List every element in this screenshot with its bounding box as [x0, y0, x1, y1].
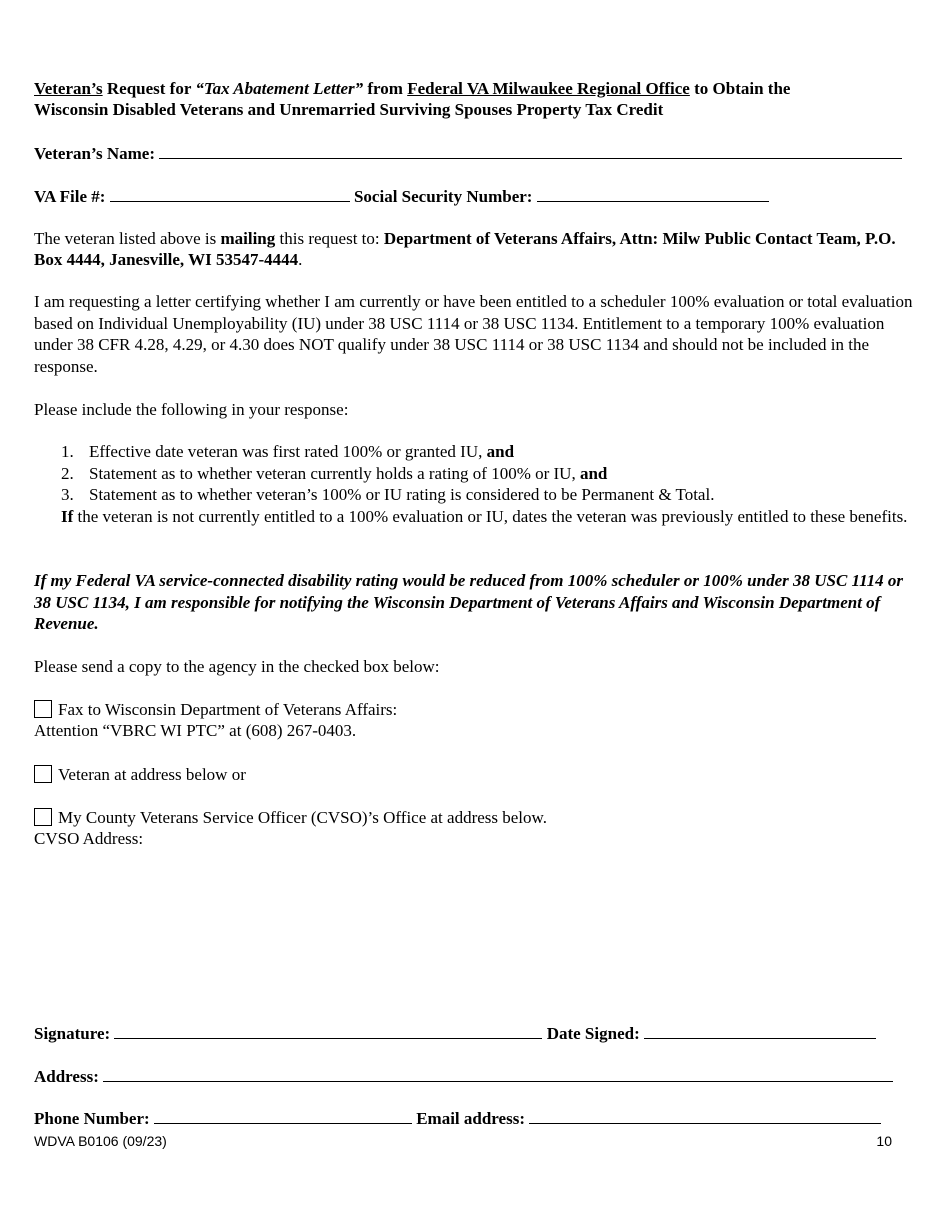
- va-file-row: [34, 185, 916, 207]
- title-line2: Wisconsin Disabled Veterans and Unremarried Surviving Spouses Property Tax Credit: [34, 100, 664, 119]
- veteran-name-field[interactable]: [159, 142, 902, 159]
- title-veterans: Veteran’s: [34, 79, 103, 98]
- signature-row: [34, 1022, 916, 1044]
- cvso-label: My County Veterans Service Officer (CVSO)’s Office at address below.: [58, 808, 547, 827]
- list-number: 3.: [61, 485, 74, 504]
- veteran-label: Veteran at address below or: [58, 765, 246, 784]
- if-bold: If: [61, 506, 74, 526]
- fax-attention: Attention “VBRC WI PTC” at (608) 267-0403.: [34, 721, 357, 740]
- mailing-text-2: this request to:: [275, 229, 384, 248]
- ssn-field[interactable]: [537, 185, 769, 202]
- fax-label: Fax to Wisconsin Department of Veterans Affairs:: [58, 700, 398, 719]
- address-row: [34, 1065, 916, 1087]
- request-paragraph: I am requesting a letter certifying whether I am currently or have been entitled to a scheduler 100% evaluation or total evaluation based on Individual Unemployability (IU) under 38 USC 1114 or 38 USC 1134. Entitlement to a temporary 100% evaluation under 38 CFR 4.28, 4.29, or 4.30 does NOT qualify under 38 USC 1114 or 38 USC 1134 and should not be included in the response.: [34, 292, 913, 376]
- list-item: [61, 441, 916, 463]
- list-bold: and: [579, 463, 608, 483]
- list-bold: and: [486, 442, 515, 461]
- responsibility-statement: If my Federal VA service-connected disability rating would be reduced from 100% scheduler or 100% under 38 USC 1114 or 38 USC 1134, I am responsible for notifying the Wisconsin Department of Veterans Affairs and Wisconsin Department of Revenue.: [34, 571, 904, 633]
- phone-email-row: [34, 1107, 916, 1129]
- list-number: 1.: [61, 442, 74, 461]
- phone-label: Phone Number:: [34, 1109, 150, 1128]
- veteran-checkbox[interactable]: [34, 765, 52, 783]
- signature-label: Signature:: [34, 1024, 111, 1043]
- mailing-text-3: .: [298, 250, 303, 269]
- list-item: [61, 463, 916, 485]
- title-request: Request for: [102, 79, 196, 98]
- phone-field[interactable]: [154, 1107, 412, 1124]
- list-text: Effective date veteran was first rated 100% or granted IU,: [89, 442, 487, 461]
- mailing-bold-1: mailing: [220, 229, 276, 248]
- cvso-option: [34, 807, 916, 849]
- address-field[interactable]: [103, 1065, 893, 1082]
- mailing-paragraph: [34, 228, 916, 270]
- cvso-address-label: CVSO Address:: [34, 829, 144, 848]
- date-signed-field[interactable]: [644, 1022, 876, 1039]
- if-clause: [61, 506, 916, 528]
- mailing-text-1: The veteran listed above is: [34, 229, 221, 248]
- title-obtain: to Obtain the: [689, 79, 791, 98]
- fax-checkbox[interactable]: [34, 700, 52, 718]
- list-text: Statement as to whether veteran currently holds a rating of 100% or IU,: [89, 463, 580, 483]
- va-file-label: VA File #:: [34, 187, 106, 206]
- list-number: 2.: [61, 463, 74, 483]
- veteran-name-label: Veteran’s Name:: [34, 144, 156, 163]
- fax-option: [34, 699, 916, 741]
- page-number: 10: [876, 1133, 892, 1149]
- email-field[interactable]: [529, 1107, 881, 1124]
- title-from: from: [363, 79, 408, 98]
- veteran-option: [34, 764, 916, 785]
- form-id: WDVA B0106 (09/23): [34, 1133, 167, 1149]
- title-tax-abatement: “Tax Abatement Letter”: [195, 79, 364, 98]
- include-intro: Please include the following in your response:: [34, 400, 349, 419]
- list-item: [61, 484, 916, 506]
- title-regional-office: Federal VA Milwaukee Regional Office: [407, 79, 690, 98]
- address-label: Address:: [34, 1067, 99, 1086]
- signature-field[interactable]: [114, 1022, 542, 1039]
- veteran-name-row: [34, 142, 916, 164]
- cvso-checkbox[interactable]: [34, 808, 52, 826]
- date-signed-label: Date Signed:: [546, 1024, 640, 1043]
- form-title: [34, 78, 916, 120]
- send-copy-intro: Please send a copy to the agency in the checked box below:: [34, 657, 440, 676]
- mailing-address: Department of Veterans Affairs, Attn: Milw Public Contact Team, P.O. Box 4444, Janesville, WI 53547-4444: [34, 229, 896, 269]
- va-file-field[interactable]: [110, 185, 350, 202]
- if-text: the veteran is not currently entitled to a 100% evaluation or IU, dates the veteran was previously entitled to these benefits.: [73, 506, 908, 526]
- include-list: [61, 441, 916, 527]
- email-label: Email address:: [416, 1109, 525, 1128]
- list-text: Statement as to whether veteran’s 100% or IU rating is considered to be Permanent & Total.: [89, 485, 715, 504]
- ssn-label: Social Security Number:: [353, 187, 533, 206]
